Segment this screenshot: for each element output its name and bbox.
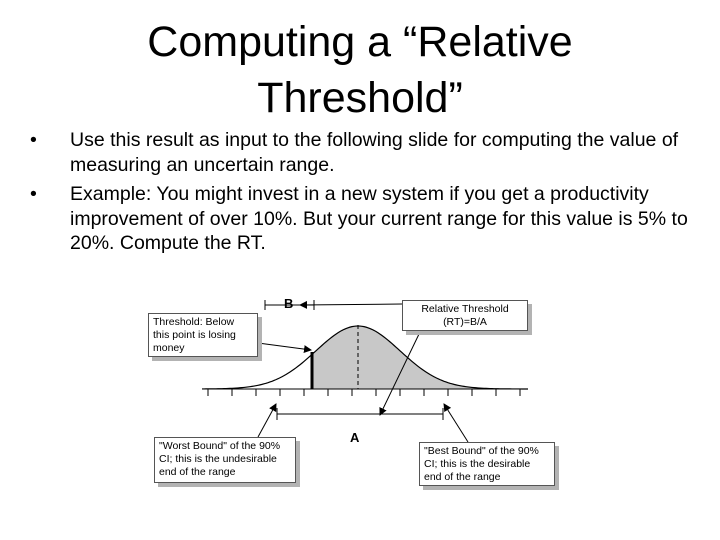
axis-ticks — [208, 389, 520, 396]
arrow-rt-to-b — [300, 304, 402, 305]
callout-relative-threshold: Relative Threshold (RT)=B/A — [402, 300, 528, 331]
bullet-text: Example: You might invest in a new system if you get a productivity improvement of over 10%. But your current range for this value is 5% to 20%. Compute the RT. — [70, 183, 688, 254]
curve-shaded-area — [312, 326, 528, 389]
slide-title-line-2: Threshold” — [257, 74, 463, 122]
label-a: A — [350, 430, 360, 445]
callout-worst-bound: "Worst Bound" of the 90% CI; this is the undesirable end of the range — [154, 437, 296, 483]
callout-threshold: Threshold: Below this point is losing money — [148, 313, 258, 357]
bullet-marker: • — [30, 183, 37, 205]
label-b: B — [284, 296, 294, 311]
arrow-threshold — [258, 343, 311, 350]
callout-best-bound: "Best Bound" of the 90% CI; this is the desirable end of the range — [419, 442, 555, 486]
arrow-worst-bound — [258, 404, 276, 437]
bullet-marker: • — [30, 129, 37, 151]
bullet-text: Use this result as input to the following slide for computing the value of measuring an uncertain range. — [70, 129, 679, 176]
arrow-best-bound — [444, 404, 468, 442]
slide-title-line-1: Computing a “Relative — [147, 18, 573, 66]
